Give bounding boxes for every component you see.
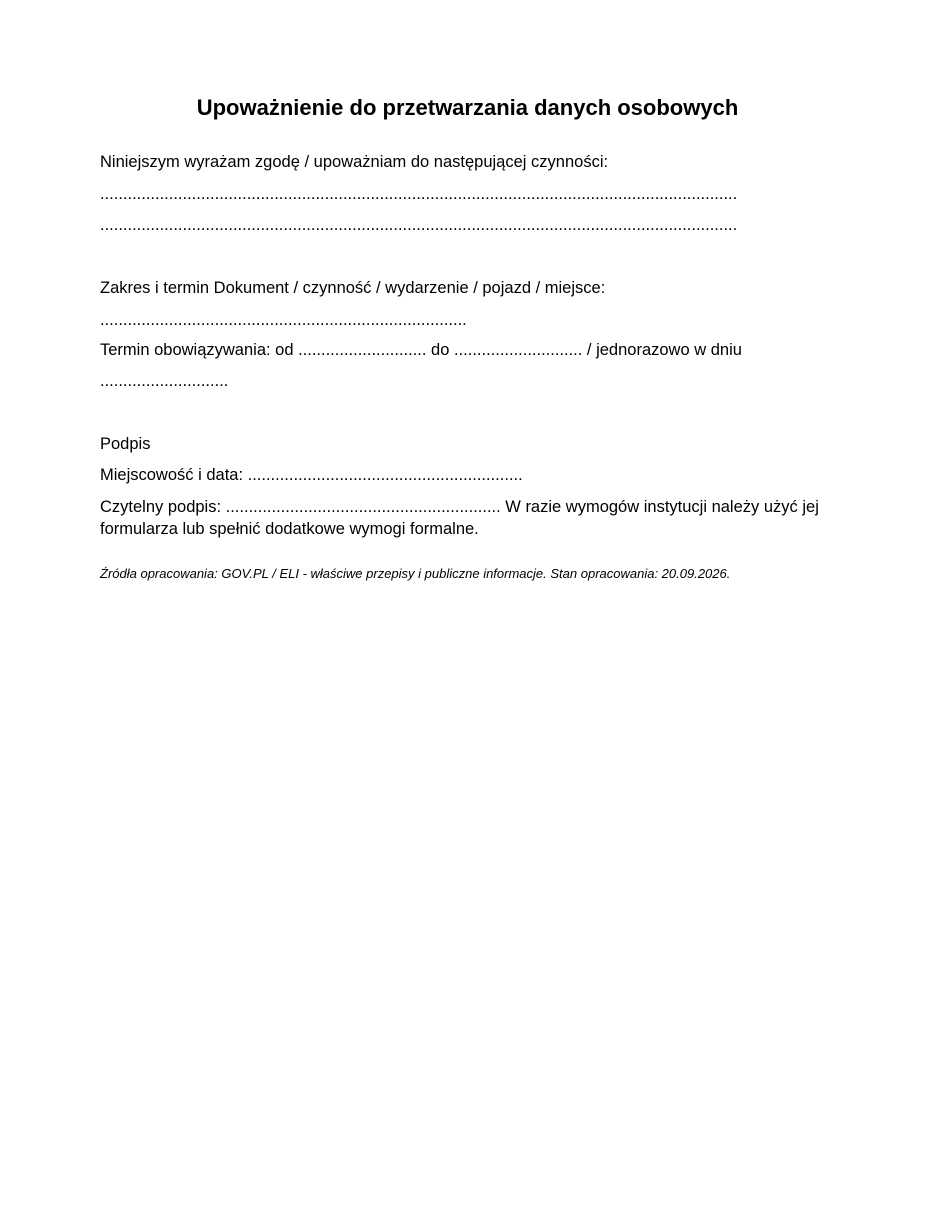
consent-intro: Niniejszym wyrażam zgodę / upoważniam do następującej czynności: [100, 153, 609, 171]
signature-heading: Podpis [100, 435, 151, 453]
consent-fill-line-1: ........................................................................................................................................... [100, 185, 738, 203]
place-date-line: Miejscowość i data: ............................................................ [100, 466, 523, 484]
validity-line: Termin obowiązywania: od ............................ do ............................ / jednorazowo w dniu [100, 341, 742, 359]
validity-date-fill-line: ............................ [100, 372, 229, 390]
signature-line: Czytelny podpis: ............................................................ W razie wymogów instytucji należy użyć jej formularza lub spełnić dodatkowe wymogi formalne. [100, 498, 819, 538]
scope-fill-line: ................................................................................ [100, 311, 467, 329]
document-title: Upoważnienie do przetwarzania danych osobowych [196, 95, 739, 120]
consent-fill-line-2: ........................................................................................................................................... [100, 216, 738, 234]
source-note: Źródła opracowania: GOV.PL / ELI - właściwe przepisy i publiczne informacje. Stan opracowania: 20.09.2026. [100, 566, 731, 581]
scope-label: Zakres i termin Dokument / czynność / wydarzenie / pojazd / miejsce: [100, 279, 606, 297]
